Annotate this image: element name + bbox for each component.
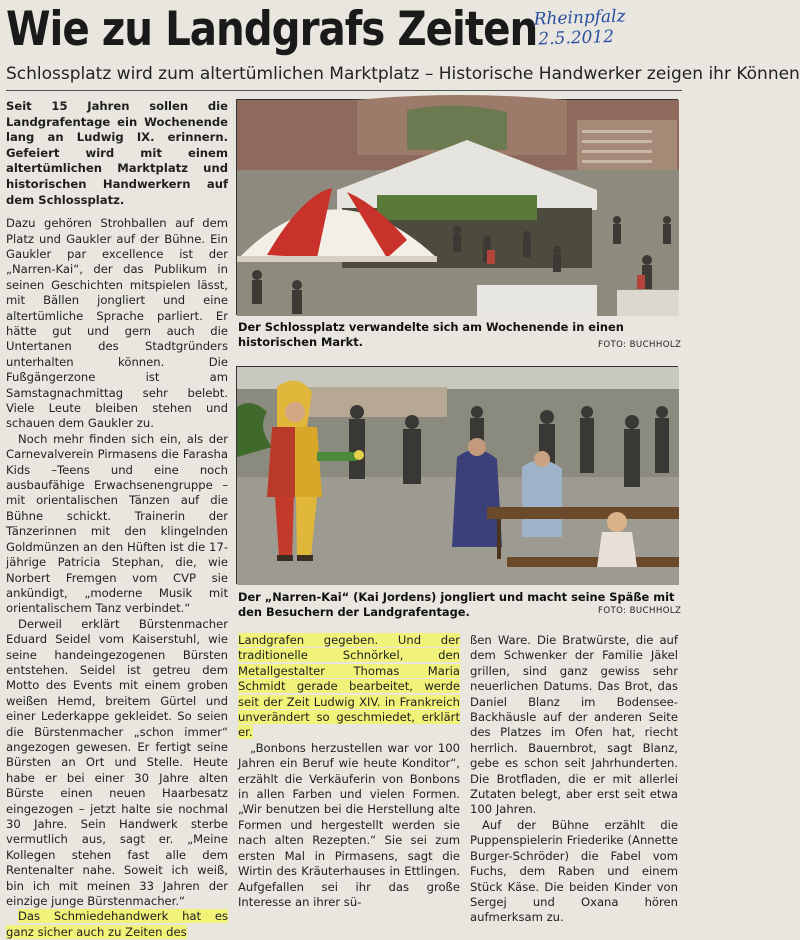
handnote-source: Rheinpfalz — [533, 6, 626, 30]
subheadline: Schlossplatz wird zum altertümlichen Marktplatz – Historische Handwerker zeigen ihr Können — [6, 64, 800, 84]
photo-market-square — [236, 99, 678, 315]
column-middle — [238, 633, 460, 910]
body-paragraph: ßen Ware. Die Bratwürste, die auf dem Schwenker der Familie Jäkel grillen, sind ganz gewiss sehr neuerlichen Datums. Das Brot, das Daniel Blanz im Bodensee-Backhäusle auf der anderen Seite des Platzes im Ofen hat, riecht herrlich. Bauernbrot, sagt Blanz, gebe es schon seit Jahrhunderten. Die Brotfladen, die er mit allerlei Zutaten belegt, aber erst seit etwa 100 Jahren. — [470, 633, 678, 817]
handwritten-source-note — [533, 6, 626, 49]
jester-image — [237, 367, 679, 585]
photo1-credit: FOTO: BUCHHOLZ — [598, 340, 682, 350]
headline: Wie zu Landgrafs Zeiten — [6, 2, 538, 57]
photo2-credit: FOTO: BUCHHOLZ — [598, 606, 682, 616]
market-square-image — [237, 100, 679, 316]
body-paragraph: Derweil erklärt Bürstenmacher Eduard Seidel vom Kaiserstuhl, wie seine handeingezogenen Bürsten entstehen. Seidel ist getreu dem Motto des Events mit einem groben weißen Hemd, breitem Gürtel und einer Lederkappe gekleidet. So seien die Bürstenmacher „schon immer“ angezogen gewesen. Er fertigt seine Bürsten an Ort und Stelle. Heute habe er bei einer 30 Jahre alten Bürste einen neuen Haarbesatz eingezogen – jetzt halte sie nochmal 30 Jahre. Sein Handwerk sterbe vermutlich aus, sagt er. „Meine Kollegen stehen fast alle dem Rentenalter nahe. Soweit ich weiß, bin ich mit meinen 33 Jahren der einzige junge Bürstenmacher.“ — [6, 616, 228, 909]
photo1-caption: Der Schlossplatz verwandelte sich am Wochenende in einen historischen Markt. — [238, 320, 624, 349]
column-left — [6, 99, 228, 940]
photo2-caption: Der „Narren-Kai“ (Kai Jordens) jongliert und macht seine Späße mit den Besuchern der Landgrafentage. — [238, 590, 675, 619]
rule-divider — [6, 90, 682, 91]
highlighted-text: Landgrafen gegeben. Und der traditionelle Schnörkel, den Metallgestalter Thomas Maria Schmidt gerade bearbeitet, werde seit der Zeit Ludwig XIV. in Frankreich unverändert so geschmiedet, erklärt er. — [238, 633, 460, 740]
column-right — [470, 633, 678, 926]
body-paragraph: Auf der Bühne erzählt die Puppenspielerin Friederike (Annette Burger-Schröder) die Fabel vom Fuchs, dem Raben und einem Stück Käse. Die beiden Kinder von Sergej und Oxana hören aufmerksam zu. — [470, 817, 678, 925]
body-paragraph: „Bonbons herzustellen war vor 100 Jahren ein Beruf wie heute Konditor“, erzählt die Verkäuferin von Bonbons in allen Farben und vielen Formen. „Wir benutzen bei die Herstellung alte Formen und hergestellt werden sie nach alten Rezepten.“ Sie sei zum ersten Mal in Pirmasens, sagt die Wirtin des Kräuterhauses in Ettlingen. Aufgefallen sei ihr das große Interesse an ihrer sü- — [238, 740, 460, 909]
highlighted-text: Das Schmiedehandwerk hat es ganz sicher auch zu Zeiten des — [6, 909, 228, 939]
photo-narren-kai — [236, 366, 678, 584]
lead-paragraph: Seit 15 Jahren sollen die Landgrafentage ein Wochenende lang an Ludwig IX. erinnern. Gefeiert wird mit einem altertümlichen Marktplatz und historischen Handwerkern auf dem Schlossplatz. — [6, 99, 228, 207]
body-paragraph: Noch mehr finden sich ein, als der Carnevalverein Pirmasens die Farasha Kids –Teens und eine noch ausbaufähige Erwachsenengruppe – mit orientalischen Tänzen auf die Bühne schickt. Trainerin der Tänzerinnen mit den klingelnden Goldmünzen an den Hüften ist die 17-jährige Patricia Stephan, die, wie Norbert Fremgen vom CVP sie ankündigt, „moderne Musik mit orientalischem Tanz verbindet.“ — [6, 431, 228, 616]
body-paragraph: Dazu gehören Strohballen auf dem Platz und Gaukler auf der Bühne. Ein Gaukler par excellence ist der „Narren-Kai“, der das Publikum in seinen Geschichten mitspielen lässt, mit Bällen jongliert und eine altertümliche Sprache parliert. Er hätte gut und gern auch die Untertanen des Stadtgründers unterhalten können. Die Fußgängerzone ist am Samstagnachmittag sehr belebt. Viele Leute bleiben stehen und schauen dem Gaukler zu. — [6, 216, 228, 431]
handnote-date: 2.5.2012 — [538, 26, 615, 50]
